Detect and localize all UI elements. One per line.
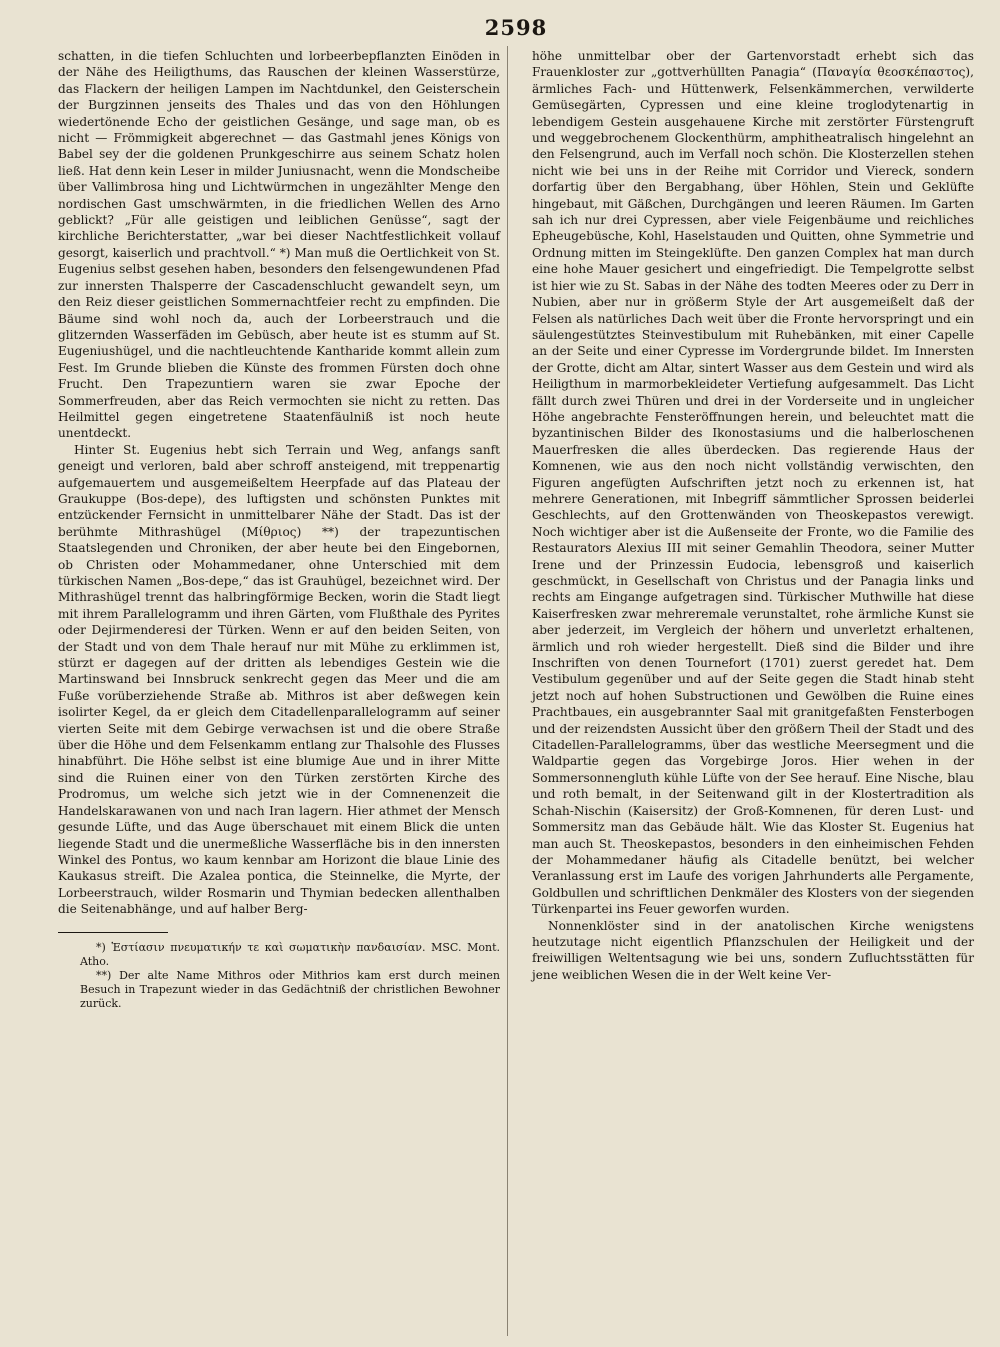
paragraph: Nonnenklöster sind in der anatolischen Kirche wenigstens heutzutage nicht eigentlich Pflanzschulen der Heiligkeit und der freiwilligen Weltentsagung wie bei uns, sondern Zufluchtsstätten für jene weiblichen Wesen die in der Welt keine Ver- (532, 918, 974, 982)
left-column (58, 48, 500, 1011)
paragraph-continued: schatten, in die tiefen Schluchten und lorbeerbepflanzten Einöden in der Nähe des Heiligthums, das Rauschen der kleinen Wasserstürze, das Flackern der heiligen Lampen im Nachtdunkel, den Geisterschein der Burgzinnen jenseits des Thales und das von den Höhlungen wiedertönende Echo der geistlichen Gesänge, und sage man, ob es nicht — Frömmigkeit abgerechnet — das Gastmahl jenes Königs von Babel sey der die goldenen Prunkgeschirre aus seinem Schatz holen ließ. Hat denn kein Leser in milder Juniusnacht, wenn die Mondscheibe über Vallimbrosa hing und Lichtwürmchen in ungezählter Menge den nordischen Gast umschwärmten, in die friedlichen Wellen des Arno geblickt? „Für alle geistigen und leiblichen Genüsse“, sagt der kirchliche Berichterstatter, „war bei dieser Nachtfestlichkeit vollauf gesorgt, kaiserlich und prachtvoll.“ *) Man muß die Oertlichkeit von St. Eugenius selbst gesehen haben, besonders den felsengewundenen Pfad zur innersten Thalsperre der Cascadenschlucht gewandelt seyn, um den Reiz dieser geistlichen Sommernachtfeier recht zu empfinden. Die Bäume sind wohl noch da, auch der Lorbeerstrauch und die glitzernden Wasserfäden im Gebüsch, aber heute ist es stumm auf St. Eugeniushügel, und die nachtleuchtende Kantharide kommt allein zum Fest. Im Grunde blieben die Künste des frommen Fürsten doch ohne Frucht. Den Trapezuntiern waren sie zwar Epoche der Sommerfreuden, aber das Reich vermochten sie nicht zu retten. Das Heilmittel gegen eingetretene Staatenfäulniß ist noch heute unentdeckt. (58, 49, 500, 441)
column-divider (507, 46, 508, 1336)
footnote-2: **) Der alte Name Mithros oder Mithrios kam erst durch meinen Besuch in Trapezunt wieder in das Gedächtniß der christlichen Bewohner zurück. (80, 968, 500, 1010)
footnote-divider (58, 932, 168, 933)
paragraph: Hinter St. Eugenius hebt sich Terrain und Weg, anfangs sanft geneigt und verloren, bald aber schroff ansteigend, mit treppenartig aufgemauertem und ausgemeißeltem Heerpfade auf das Plateau der Graukuppe (Bos-depe), des luftigsten und schönsten Punktes mit entzückender Fernsicht in unmittelbarer Nähe der Stadt. Das ist der berühmte Mithrashügel (Μίθριος) **) der trapezuntischen Staatslegenden und Chroniken, der aber heute bei den Eingebornen, ob Christen oder Mohammedaner, ohne Unterschied mit dem türkischen Namen „Bos-depe,“ das ist Grauhügel, bezeichnet wird. Der Mithrashügel trennt das halbringförmige Becken, worin die Stadt liegt mit ihrem Parallelogramm und ihren Gärten, vom Flußthale des Pyrites oder Dejirmenderesi der Türken. Wenn er auf den beiden Seiten, von der Stadt und von dem Thale herauf nur mit Mühe zu erklimmen ist, stürzt er dagegen auf der dritten als lebendiges Gestein wie die Martinswand bei Innsbruck senkrecht gegen das Meer und die am Fuße vorüberziehende Straße ab. Mithros ist aber deßwegen kein isolirter Kegel, da er gleich dem Citadellenparallelogramm auf seiner vierten Seite mit dem Gebirge verwachsen ist und die obere Straße über die Höhe und dem Felsenkamm entlang zur Thalsohle des Flusses hinabführt. Die Höhe selbst ist eine blumige Aue und in ihrer Mitte sind die Ruinen einer von den Türken zerstörten Kirche des Prodromus, um welche sich jetzt wie in der Comnenenzeit die Handelskarawanen von und nach Iran lagern. Hier athmet der Mensch gesunde Lüfte, und das Auge überschauet mit einem Blick die unten liegende Stadt und die unermeßliche Wasserfläche bis in den innersten Winkel des Pontus, wo kaum kennbar am Horizont die blaue Linie des Kaukasus streift. Die Azalea pontica, die Steinnelke, die Myrte, der Lorbeerstrauch, wilder Rosmarin und Thymian bedecken allenthalben die Seitenabhänge, und auf halber Berg- (58, 442, 500, 917)
right-column (532, 48, 974, 1011)
paragraph-continued: höhe unmittelbar ober der Gartenvorstadt erhebt sich das Frauenkloster zur „gottverhüllten Panagia“ (Παναγία θεοσκέπαστος), ärmliches Fach- und Hüttenwerk, Felsenkämmerchen, verwilderte Gemüsegärten, Cypressen und eine kleine troglodytenartig in lebendigem Gestein ausgehauene Kirche mit zerstörter Fürstengruft und weggebrochenem Glockenthürm, amphitheatralisch hingelehnt an den Felsengrund, auch im Verfall noch schön. Die Klosterzellen stehen nicht wie bei uns in der Reihe mit Corridor und Viereck, sondern dorfartig über den Bergabhang, über Höhlen, Stein und Geklüfte hingebaut, mit Gäßchen, Durchgängen und leeren Räumen. Im Garten sah ich nur drei Cypressen, aber viele Feigenbäume und reichliches Epheugebüsche, Kohl, Haselstauden und Quitten, ohne Symmetrie und Ordnung mitten im Steingeklüfte. Den ganzen Complex hat man durch eine hohe Mauer gesichert und eingefriedigt. Die Tempelgrotte selbst ist hier wie zu St. Sabas in der Nähe des todten Meeres oder zu Derr in Nubien, aber nur in größerm Style der Art ausgemeißelt daß der Felsen als natürliches Dach weit über die Fronte hervorspringt und ein säulengestütztes Steinvestibulum mit Ruhebänken, mit einer Capelle an der Seite und einer Cypresse im Vordergrunde bildet. Im Innersten der Grotte, dicht am Altar, sintert Wasser aus dem Gestein und wird als Heiligthum in marmorbekleideter Vertiefung aufgesammelt. Das Licht fällt durch zwei Thüren und drei in der Vorderseite und in ungleicher Höhe angebrachte Fensteröffnungen herein, und beleuchtet matt die byzantinischen Bilder des Ikonostasiums und die halberloschenen Mauerfresken die alles überdecken. Das regierende Haus der Komnenen, wie aus den noch nicht vollständig verwischten, den Figuren angefügten Aufschriften jetzt noch zu erkennen ist, hat mehrere Generationen, mit Inbegriff sämmtlicher Sprossen beiderlei Geschlechts, auf den Grottenwänden von Theoskepastos verewigt. Noch wichtiger aber ist die Außenseite der Fronte, wo die Familie des Restaurators Alexius III mit seiner Gemahlin Theodora, seiner Mutter Irene und der Prinzessin Eudocia, lebensgroß und kaiserlich geschmückt, in Gesellschaft von Christus und der Panagia links und rechts am Eingange aufgetragen sind. Türkischer Muthwille hat diese Kaiserfresken zwar mehreremale verunstaltet, rohe ärmliche Kunst sie aber jederzeit, im Vergleich der höhern und unverletzt erhaltenen, ärmlich und roh wieder hergestellt. Dieß sind die Bilder und ihre Inschriften von denen Tournefort (1701) zuerst geredet hat. Dem Vestibulum gegenüber und auf der Seite gegen die Stadt hinab steht jetzt noch auf hohen Substructionen und Gewölben die Ruine eines Prachtbaues, ein ausgebrannter Saal mit granitgefaßten Fensterbogen und der reizendsten Aussicht über den größern Theil der Stadt und des Citadellen-Parallelogramms, über das westliche Meersegment und die Waldpartie gegen das Vorgebirge Joros. Hier wehen in der Sommersonnengluth kühle Lüfte von der See herauf. Eine Nische, blau und roth bemalt, in der Seitenwand gilt in der Klostertradition als Schah-Nischin (Kaisersitz) der Groß-Komnenen, für deren Lust- und Sommersitz man das Gebäude hält. Wie das Kloster St. Eugenius hat man auch St. Theoskepastos, besonders in den einheimischen Fehden der Mohammedaner häufig als Citadelle benützt, bei welcher Veranlassung erst im Laufe des vorigen Jahrhunderts alle Pergamente, Goldbullen und schriftlichen Denkmäler des Klosters von der siegenden Türkenpartei ins Feuer geworfen wurden. (532, 49, 974, 917)
page-number: 2598 (484, 15, 548, 40)
text-columns (58, 48, 974, 1011)
footnote-1: *) Ἑστίασιν πνευματικήν τε καὶ σωματικὴν πανδαισίαν. MSC. Mont. Atho. (80, 940, 500, 968)
